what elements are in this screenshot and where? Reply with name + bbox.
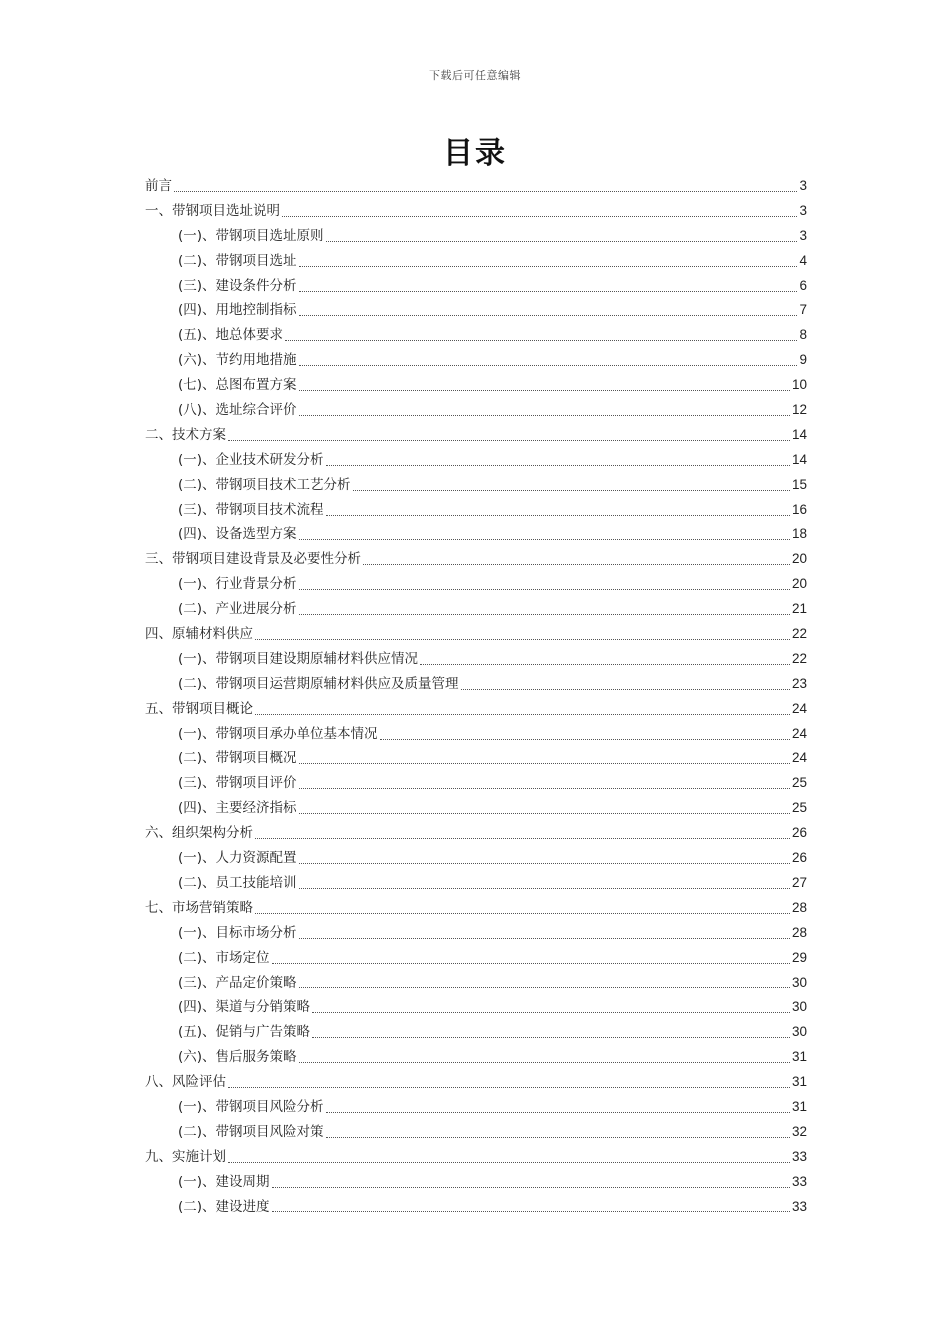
toc-entry-label: (四)、设备选型方案 bbox=[178, 526, 297, 543]
toc-entry-page-number: 20 bbox=[791, 551, 807, 567]
toc-entry[interactable] bbox=[145, 647, 807, 672]
toc-entry[interactable] bbox=[145, 622, 807, 647]
toc-entry-label: (二)、员工技能培训 bbox=[178, 874, 297, 891]
toc-entry-label: (一)、行业背景分析 bbox=[178, 576, 297, 593]
toc-entry-label: 四、原辅材料供应 bbox=[145, 626, 253, 643]
toc-dot-leader bbox=[299, 987, 790, 988]
toc-entry[interactable] bbox=[145, 249, 807, 274]
toc-dot-leader bbox=[299, 888, 790, 889]
toc-dot-leader bbox=[282, 216, 797, 217]
toc-entry[interactable] bbox=[145, 796, 807, 821]
toc-entry[interactable] bbox=[145, 746, 807, 771]
toc-dot-leader bbox=[420, 664, 790, 665]
toc-entry-page-number: 25 bbox=[791, 775, 807, 791]
toc-entry-page-number: 29 bbox=[791, 949, 807, 965]
toc-dot-leader bbox=[255, 714, 790, 715]
toc-entry-page-number: 6 bbox=[799, 277, 807, 293]
toc-entry-label: 三、带钢项目建设背景及必要性分析 bbox=[145, 551, 361, 568]
toc-entry-label: (一)、带钢项目选址原则 bbox=[178, 227, 324, 244]
toc-entry[interactable] bbox=[145, 298, 807, 323]
toc-entry-page-number: 23 bbox=[791, 675, 807, 691]
toc-entry[interactable] bbox=[145, 423, 807, 448]
toc-entry-label: 六、组织架构分析 bbox=[145, 825, 253, 842]
toc-entry-label: (五)、促销与广告策略 bbox=[178, 1024, 311, 1041]
toc-entry[interactable] bbox=[145, 323, 807, 348]
toc-entry-page-number: 14 bbox=[791, 451, 807, 467]
toc-entry[interactable] bbox=[145, 597, 807, 622]
toc-entry-page-number: 15 bbox=[791, 476, 807, 492]
toc-entry-label: 前言 bbox=[145, 178, 172, 194]
toc-entry[interactable] bbox=[145, 1120, 807, 1145]
toc-entry-page-number: 16 bbox=[791, 501, 807, 517]
toc-dot-leader bbox=[299, 763, 790, 764]
toc-entry-label: (一)、企业技术研发分析 bbox=[178, 451, 324, 468]
toc-entry-page-number: 30 bbox=[791, 999, 807, 1015]
toc-entry-label: (三)、带钢项目技术流程 bbox=[178, 501, 324, 518]
toc-entry-label: (二)、带钢项目技术工艺分析 bbox=[178, 476, 351, 493]
toc-entry-page-number: 25 bbox=[791, 800, 807, 816]
toc-dot-leader bbox=[272, 1187, 790, 1188]
toc-entry-label: (一)、带钢项目建设期原辅材料供应情况 bbox=[178, 650, 419, 667]
toc-entry-label: (三)、产品定价策略 bbox=[178, 974, 297, 991]
toc-dot-leader bbox=[299, 539, 790, 540]
toc-entry[interactable] bbox=[145, 174, 807, 199]
toc-entry-label: (二)、带钢项目概况 bbox=[178, 750, 297, 767]
toc-entry[interactable] bbox=[145, 1045, 807, 1070]
toc-entry-page-number: 3 bbox=[799, 227, 807, 243]
toc-entry-label: 八、风险评估 bbox=[145, 1074, 226, 1091]
toc-entry-page-number: 14 bbox=[791, 426, 807, 442]
toc-entry[interactable] bbox=[145, 821, 807, 846]
toc-dot-leader bbox=[299, 863, 790, 864]
toc-entry-label: (四)、渠道与分销策略 bbox=[178, 999, 311, 1016]
toc-dot-leader bbox=[326, 241, 798, 242]
header-note: 下载后可任意编辑 bbox=[429, 69, 521, 82]
toc-entry-label: (一)、带钢项目风险分析 bbox=[178, 1098, 324, 1115]
toc-entry[interactable] bbox=[145, 274, 807, 299]
toc-entry-page-number: 20 bbox=[791, 576, 807, 592]
toc-entry-page-number: 26 bbox=[791, 825, 807, 841]
toc-dot-leader bbox=[299, 614, 790, 615]
toc-entry[interactable] bbox=[145, 572, 807, 597]
toc-entry-page-number: 3 bbox=[799, 178, 807, 193]
toc-entry-page-number: 30 bbox=[791, 1024, 807, 1040]
toc-entry-page-number: 31 bbox=[791, 1049, 807, 1065]
toc-entry-page-number: 24 bbox=[791, 750, 807, 766]
toc-entry-page-number: 10 bbox=[791, 377, 807, 393]
toc-dot-leader bbox=[326, 465, 790, 466]
toc-entry[interactable] bbox=[145, 398, 807, 423]
toc-entry-label: (一)、目标市场分析 bbox=[178, 924, 297, 941]
toc-entry-label: (四)、主要经济指标 bbox=[178, 800, 297, 817]
toc-dot-leader bbox=[326, 1112, 790, 1113]
toc-entry[interactable] bbox=[145, 1195, 807, 1220]
table-of-contents bbox=[145, 174, 807, 1219]
toc-dot-leader bbox=[363, 564, 790, 565]
toc-entry[interactable] bbox=[145, 348, 807, 373]
toc-entry[interactable] bbox=[145, 921, 807, 946]
toc-entry-page-number: 28 bbox=[791, 924, 807, 940]
toc-dot-leader bbox=[299, 390, 790, 391]
toc-dot-leader bbox=[312, 1037, 790, 1038]
toc-entry-label: (二)、带钢项目风险对策 bbox=[178, 1123, 324, 1140]
toc-entry[interactable] bbox=[145, 1170, 807, 1195]
toc-dot-leader bbox=[228, 1162, 790, 1163]
toc-entry-label: 五、带钢项目概论 bbox=[145, 700, 253, 717]
toc-entry-label: (三)、带钢项目评价 bbox=[178, 775, 297, 792]
toc-dot-leader bbox=[299, 291, 798, 292]
toc-entry-page-number: 27 bbox=[791, 874, 807, 890]
toc-entry[interactable] bbox=[145, 373, 807, 398]
toc-dot-leader bbox=[299, 938, 790, 939]
toc-entry-page-number: 33 bbox=[791, 1198, 807, 1214]
toc-dot-leader bbox=[255, 913, 790, 914]
toc-entry-page-number: 32 bbox=[791, 1123, 807, 1139]
toc-entry-page-number: 3 bbox=[799, 202, 807, 218]
toc-dot-leader bbox=[299, 589, 790, 590]
toc-entry-page-number: 9 bbox=[799, 352, 807, 368]
toc-dot-leader bbox=[228, 440, 790, 441]
toc-entry[interactable] bbox=[145, 846, 807, 871]
toc-entry-label: (五)、地总体要求 bbox=[178, 327, 284, 344]
toc-dot-leader bbox=[461, 689, 790, 690]
toc-entry-page-number: 12 bbox=[791, 402, 807, 418]
toc-dot-leader bbox=[174, 191, 797, 192]
toc-entry-label: 一、带钢项目选址说明 bbox=[145, 202, 280, 219]
toc-entry-page-number: 24 bbox=[791, 700, 807, 716]
toc-dot-leader bbox=[299, 813, 790, 814]
toc-entry-label: (二)、市场定位 bbox=[178, 949, 270, 966]
page-title: 目录 bbox=[443, 136, 507, 171]
toc-entry-label: (一)、带钢项目承办单位基本情况 bbox=[178, 725, 378, 742]
toc-entry[interactable] bbox=[145, 672, 807, 697]
toc-entry[interactable] bbox=[145, 871, 807, 896]
toc-entry[interactable] bbox=[145, 697, 807, 722]
toc-entry-label: (三)、建设条件分析 bbox=[178, 277, 297, 294]
toc-entry[interactable] bbox=[145, 224, 807, 249]
toc-dot-leader bbox=[299, 365, 798, 366]
toc-dot-leader bbox=[312, 1012, 790, 1013]
toc-entry-page-number: 28 bbox=[791, 899, 807, 915]
toc-dot-leader bbox=[272, 963, 790, 964]
toc-dot-leader bbox=[299, 788, 790, 789]
toc-entry-page-number: 21 bbox=[791, 601, 807, 617]
toc-entry[interactable] bbox=[145, 448, 807, 473]
toc-entry-label: (二)、产业进展分析 bbox=[178, 601, 297, 618]
toc-dot-leader bbox=[326, 515, 790, 516]
toc-entry[interactable] bbox=[145, 199, 807, 224]
toc-entry-label: 七、市场营销策略 bbox=[145, 899, 253, 916]
toc-entry[interactable] bbox=[145, 1020, 807, 1045]
toc-entry-label: (二)、带钢项目运营期原辅材料供应及质量管理 bbox=[178, 675, 459, 692]
toc-dot-leader bbox=[299, 1062, 790, 1063]
toc-entry-label: (一)、人力资源配置 bbox=[178, 850, 297, 867]
toc-entry[interactable] bbox=[145, 1070, 807, 1095]
toc-entry-label: (六)、售后服务策略 bbox=[178, 1049, 297, 1066]
toc-dot-leader bbox=[299, 266, 798, 267]
toc-entry-page-number: 33 bbox=[791, 1173, 807, 1189]
toc-entry-page-number: 33 bbox=[791, 1148, 807, 1164]
toc-dot-leader bbox=[255, 639, 790, 640]
toc-entry-page-number: 22 bbox=[791, 650, 807, 666]
toc-dot-leader bbox=[228, 1087, 790, 1088]
toc-entry-label: (二)、带钢项目选址 bbox=[178, 252, 297, 269]
toc-entry[interactable] bbox=[145, 722, 807, 747]
toc-entry-page-number: 30 bbox=[791, 974, 807, 990]
toc-entry-page-number: 24 bbox=[791, 725, 807, 741]
toc-entry-label: (一)、建设周期 bbox=[178, 1173, 270, 1190]
toc-entry-page-number: 26 bbox=[791, 850, 807, 866]
toc-dot-leader bbox=[380, 739, 790, 740]
toc-entry-page-number: 22 bbox=[791, 626, 807, 642]
toc-dot-leader bbox=[299, 315, 798, 316]
toc-entry[interactable] bbox=[145, 946, 807, 971]
toc-entry-page-number: 8 bbox=[799, 327, 807, 343]
toc-entry-page-number: 31 bbox=[791, 1098, 807, 1114]
toc-entry[interactable] bbox=[145, 995, 807, 1020]
toc-entry-label: 二、技术方案 bbox=[145, 426, 226, 443]
toc-entry[interactable] bbox=[145, 473, 807, 498]
toc-dot-leader bbox=[285, 340, 797, 341]
toc-entry[interactable] bbox=[145, 498, 807, 523]
toc-dot-leader bbox=[353, 490, 790, 491]
toc-dot-leader bbox=[272, 1211, 790, 1212]
toc-entry[interactable] bbox=[145, 771, 807, 796]
toc-entry-label: (二)、建设进度 bbox=[178, 1198, 270, 1215]
toc-entry-page-number: 31 bbox=[791, 1074, 807, 1090]
toc-entry-page-number: 18 bbox=[791, 526, 807, 542]
toc-dot-leader bbox=[255, 838, 790, 839]
toc-entry-page-number: 7 bbox=[799, 302, 807, 318]
toc-dot-leader bbox=[299, 415, 790, 416]
toc-entry[interactable] bbox=[145, 896, 807, 921]
toc-entry[interactable] bbox=[145, 1095, 807, 1120]
toc-entry-page-number: 4 bbox=[799, 252, 807, 268]
toc-entry-label: (七)、总图布置方案 bbox=[178, 377, 297, 394]
toc-entry[interactable] bbox=[145, 522, 807, 547]
toc-entry-label: (四)、用地控制指标 bbox=[178, 302, 297, 319]
toc-entry-label: (八)、选址综合评价 bbox=[178, 402, 297, 419]
toc-dot-leader bbox=[326, 1137, 790, 1138]
toc-entry[interactable] bbox=[145, 1145, 807, 1170]
toc-entry[interactable] bbox=[145, 547, 807, 572]
toc-entry[interactable] bbox=[145, 971, 807, 996]
toc-entry-label: (六)、节约用地措施 bbox=[178, 352, 297, 369]
toc-entry-label: 九、实施计划 bbox=[145, 1148, 226, 1165]
